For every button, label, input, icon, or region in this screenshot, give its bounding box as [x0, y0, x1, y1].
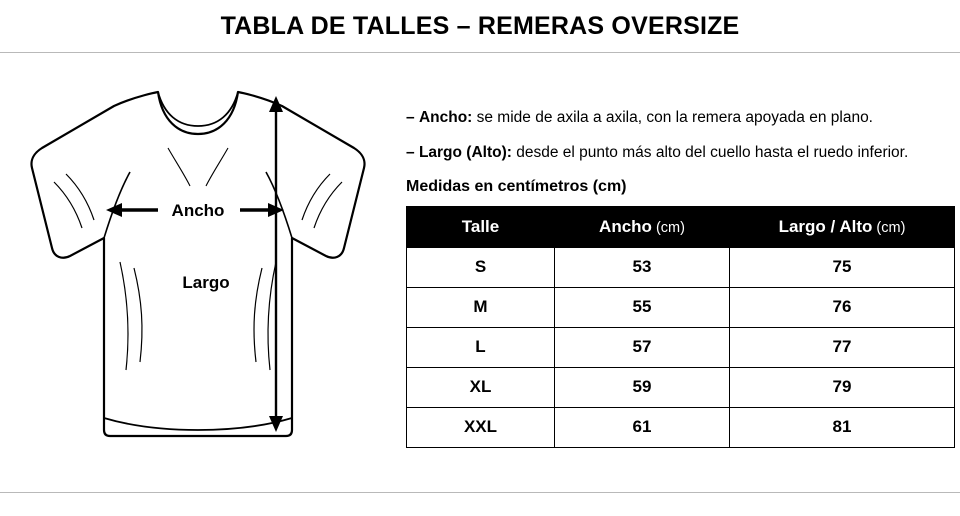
column-header-ancho: [555, 206, 730, 247]
cell-ancho: 59: [555, 367, 730, 407]
cell-talle: XXL: [407, 407, 555, 447]
cell-ancho: 53: [555, 247, 730, 287]
size-table: [406, 206, 955, 448]
cell-talle: S: [407, 247, 555, 287]
cell-ancho: 57: [555, 327, 730, 367]
cell-largo: 81: [730, 407, 955, 447]
note-dash: –: [406, 109, 415, 126]
column-header-ancho-text: Ancho: [599, 216, 652, 236]
column-header-ancho-unit: (cm): [651, 219, 685, 236]
cell-largo: 76: [730, 287, 955, 327]
table-header: [407, 206, 955, 247]
note-dash: –: [406, 143, 415, 161]
cell-ancho: 55: [555, 287, 730, 327]
column-header-talle: [407, 206, 555, 247]
note-text: desde el punto más alto del cuello hasta el ruedo inferior.: [511, 143, 909, 161]
cell-ancho: 61: [555, 407, 730, 447]
divider-bottom: [0, 492, 960, 493]
table-row: [407, 247, 955, 287]
page-title: TABLA DE TALLES – REMERAS OVERSIZE: [220, 12, 740, 40]
note-term: Largo (Alto):: [418, 143, 512, 161]
table-row: [407, 327, 955, 367]
tshirt-illustration: [8, 62, 388, 482]
cell-talle: L: [407, 327, 555, 367]
table-row: [407, 287, 955, 327]
note-width: [406, 108, 954, 129]
tshirt-icon: [31, 92, 364, 436]
cell-talle: M: [407, 287, 555, 327]
divider-top: [0, 52, 960, 53]
column-header-largo: [730, 206, 955, 247]
note-text: se mide de axila a axila, con la remera apoyada en plano.: [472, 109, 873, 126]
cell-talle: XL: [407, 367, 555, 407]
column-header-largo-text: Largo / Alto: [778, 216, 873, 236]
column-header-talle-text: Talle: [461, 216, 500, 236]
table-row: [407, 407, 955, 447]
illustration-length-label: Largo: [182, 273, 230, 292]
info-column: [406, 108, 954, 448]
measures-caption: Medidas en centímetros (cm): [406, 177, 627, 195]
illustration-width-label: Ancho: [171, 201, 225, 220]
cell-largo: 75: [730, 247, 955, 287]
cell-largo: 79: [730, 367, 955, 407]
column-header-largo-unit: (cm): [872, 219, 906, 236]
cell-largo: 77: [730, 327, 955, 367]
table-row: [407, 367, 955, 407]
note-length: [406, 143, 954, 164]
note-term: Ancho:: [418, 109, 473, 126]
table-body: [407, 247, 955, 447]
table-header-row: [407, 206, 955, 247]
